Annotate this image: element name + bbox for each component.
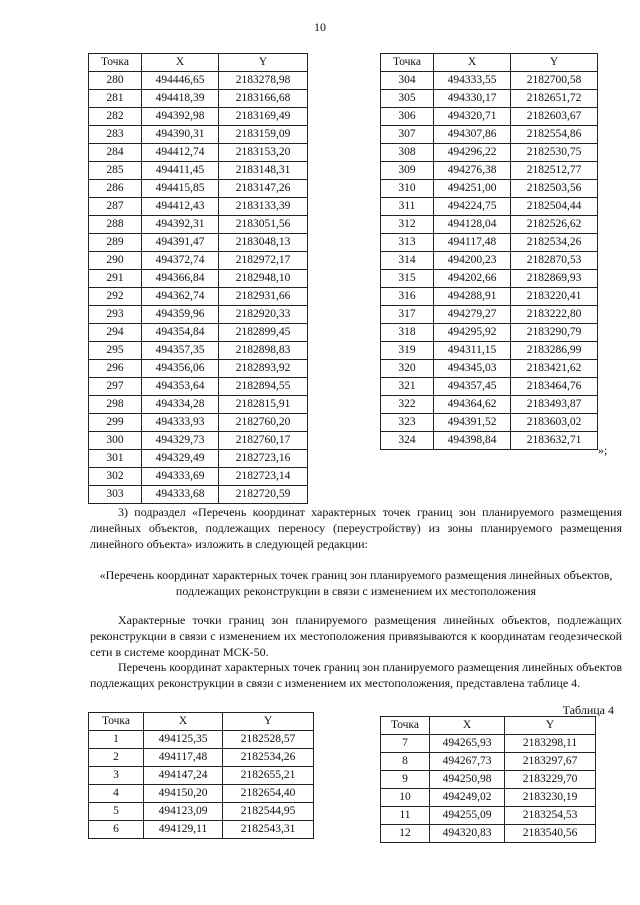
cell-point: 320	[381, 360, 434, 378]
cell-point: 317	[381, 306, 434, 324]
cell-x: 494320,71	[434, 108, 511, 126]
cell-y: 2183166,68	[219, 90, 308, 108]
cell-x: 494354,84	[142, 324, 219, 342]
cell-point: 312	[381, 216, 434, 234]
cell-point: 10	[381, 789, 430, 807]
header-point: Точка	[381, 717, 430, 735]
table-row	[381, 414, 598, 432]
cell-y: 2182723,16	[219, 450, 308, 468]
cell-point: 292	[89, 288, 142, 306]
table-row	[89, 306, 308, 324]
cell-x: 494372,74	[142, 252, 219, 270]
cell-point: 5	[89, 803, 144, 821]
cell-x: 494357,35	[142, 342, 219, 360]
table-row	[381, 753, 596, 771]
cell-y: 2183153,20	[219, 144, 308, 162]
cell-y: 2183297,67	[505, 753, 596, 771]
table-row	[89, 749, 314, 767]
cell-y: 2182554,86	[511, 126, 598, 144]
cell-y: 2183278,98	[219, 72, 308, 90]
cell-x: 494202,66	[434, 270, 511, 288]
cell-x: 494411,45	[142, 162, 219, 180]
cell-point: 11	[381, 807, 430, 825]
cell-x: 494255,09	[430, 807, 505, 825]
cell-point: 302	[89, 468, 142, 486]
cell-y: 2183169,49	[219, 108, 308, 126]
cell-y: 2183286,99	[511, 342, 598, 360]
cell-y: 2182526,62	[511, 216, 598, 234]
paragraph-subsection-3: 3) подраздел «Перечень координат характерных точек границ зон планируемого размещения линейных объектов, подлежащих переносу (переустройству) из зоны планируемого размещения линейного объекта» изложить в следующей редакции:	[90, 505, 622, 551]
cell-x: 494446,65	[142, 72, 219, 90]
cell-point: 315	[381, 270, 434, 288]
coordinates-table-7-12	[380, 716, 596, 843]
cell-point: 298	[89, 396, 142, 414]
table-row	[381, 771, 596, 789]
table-caption: Таблица 4	[562, 703, 614, 717]
cell-x: 494296,22	[434, 144, 511, 162]
cell-y: 2182534,26	[511, 234, 598, 252]
cell-y: 2182760,17	[219, 432, 308, 450]
table-row	[381, 180, 598, 198]
cell-y: 2183540,56	[505, 825, 596, 843]
cell-x: 494398,84	[434, 432, 511, 450]
cell-y: 2183632,71	[511, 432, 598, 450]
cell-y: 2182512,77	[511, 162, 598, 180]
cell-x: 494125,35	[144, 731, 223, 749]
cell-y: 2183298,11	[505, 735, 596, 753]
cell-x: 494320,83	[430, 825, 505, 843]
cell-x: 494147,24	[144, 767, 223, 785]
cell-y: 2182893,92	[219, 360, 308, 378]
table-row	[89, 288, 308, 306]
cell-y: 2182894,55	[219, 378, 308, 396]
cell-y: 2182869,93	[511, 270, 598, 288]
cell-point: 297	[89, 378, 142, 396]
header-x: X	[430, 717, 505, 735]
table-row	[381, 360, 598, 378]
cell-y: 2183229,70	[505, 771, 596, 789]
cell-point: 283	[89, 126, 142, 144]
table-row	[89, 216, 308, 234]
cell-point: 303	[89, 486, 142, 504]
table-row	[381, 144, 598, 162]
cell-y: 2182528,57	[223, 731, 314, 749]
cell-x: 494391,47	[142, 234, 219, 252]
table-row	[89, 324, 308, 342]
cell-x: 494128,04	[434, 216, 511, 234]
cell-point: 284	[89, 144, 142, 162]
cell-y: 2182503,56	[511, 180, 598, 198]
cell-point: 318	[381, 324, 434, 342]
table-row	[89, 144, 308, 162]
cell-point: 285	[89, 162, 142, 180]
table-row	[89, 432, 308, 450]
cell-y: 2182603,67	[511, 108, 598, 126]
cell-point: 1	[89, 731, 144, 749]
cell-y: 2183603,02	[511, 414, 598, 432]
table-row	[89, 450, 308, 468]
cell-point: 313	[381, 234, 434, 252]
coordinates-table-1-6	[88, 712, 314, 839]
cell-point: 9	[381, 771, 430, 789]
cell-y: 2183464,76	[511, 378, 598, 396]
table-row	[381, 270, 598, 288]
table-row	[89, 252, 308, 270]
cell-point: 282	[89, 108, 142, 126]
table-row	[89, 785, 314, 803]
cell-point: 8	[381, 753, 430, 771]
cell-x: 494224,75	[434, 198, 511, 216]
table-row	[381, 108, 598, 126]
cell-point: 281	[89, 90, 142, 108]
cell-x: 494251,00	[434, 180, 511, 198]
cell-y: 2182655,21	[223, 767, 314, 785]
cell-x: 494359,96	[142, 306, 219, 324]
cell-x: 494392,31	[142, 216, 219, 234]
cell-point: 287	[89, 198, 142, 216]
cell-x: 494412,43	[142, 198, 219, 216]
cell-x: 494391,52	[434, 414, 511, 432]
table-header-row	[381, 54, 598, 72]
cell-x: 494356,06	[142, 360, 219, 378]
cell-point: 295	[89, 342, 142, 360]
coordinates-table-304-324	[380, 53, 598, 450]
cell-point: 314	[381, 252, 434, 270]
cell-point: 288	[89, 216, 142, 234]
table-row	[381, 378, 598, 396]
cell-point: 307	[381, 126, 434, 144]
cell-y: 2182654,40	[223, 785, 314, 803]
cell-y: 2182504,44	[511, 198, 598, 216]
table-row	[89, 126, 308, 144]
cell-x: 494362,74	[142, 288, 219, 306]
cell-point: 296	[89, 360, 142, 378]
cell-x: 494412,74	[142, 144, 219, 162]
table-row	[381, 198, 598, 216]
cell-point: 294	[89, 324, 142, 342]
table-row	[89, 767, 314, 785]
cell-x: 494329,49	[142, 450, 219, 468]
header-point: Точка	[89, 713, 144, 731]
table-row	[381, 735, 596, 753]
cell-x: 494249,02	[430, 789, 505, 807]
cell-y: 2182651,72	[511, 90, 598, 108]
table-row	[89, 162, 308, 180]
cell-x: 494329,73	[142, 432, 219, 450]
cell-x: 494345,03	[434, 360, 511, 378]
table-row	[381, 234, 598, 252]
table-row	[89, 803, 314, 821]
table-row	[89, 198, 308, 216]
cell-x: 494366,84	[142, 270, 219, 288]
cell-y: 2182815,91	[219, 396, 308, 414]
cell-point: 324	[381, 432, 434, 450]
cell-point: 311	[381, 198, 434, 216]
cell-y: 2182534,26	[223, 749, 314, 767]
header-x: X	[144, 713, 223, 731]
table-row	[89, 234, 308, 252]
cell-x: 494333,93	[142, 414, 219, 432]
cell-point: 7	[381, 735, 430, 753]
table-row	[381, 162, 598, 180]
cell-point: 310	[381, 180, 434, 198]
cell-point: 300	[89, 432, 142, 450]
cell-x: 494333,55	[434, 72, 511, 90]
table-row	[89, 821, 314, 839]
cell-y: 2182870,53	[511, 252, 598, 270]
table-row	[381, 216, 598, 234]
table-row	[89, 342, 308, 360]
cell-y: 2182760,20	[219, 414, 308, 432]
cell-y: 2183147,26	[219, 180, 308, 198]
cell-x: 494267,73	[430, 753, 505, 771]
cell-point: 290	[89, 252, 142, 270]
header-x: X	[142, 54, 219, 72]
cell-x: 494334,28	[142, 396, 219, 414]
cell-y: 2183159,09	[219, 126, 308, 144]
cell-point: 3	[89, 767, 144, 785]
cell-y: 2183290,79	[511, 324, 598, 342]
cell-y: 2182931,66	[219, 288, 308, 306]
cell-point: 12	[381, 825, 430, 843]
cell-y: 2182972,17	[219, 252, 308, 270]
page-number: 10	[314, 20, 326, 34]
cell-point: 299	[89, 414, 142, 432]
cell-y: 2182723,14	[219, 468, 308, 486]
cell-y: 2183230,19	[505, 789, 596, 807]
cell-y: 2182530,75	[511, 144, 598, 162]
cell-y: 2182898,83	[219, 342, 308, 360]
cell-y: 2183493,87	[511, 396, 598, 414]
table-row	[381, 288, 598, 306]
table-row	[89, 396, 308, 414]
cell-point: 304	[381, 72, 434, 90]
table-row	[89, 72, 308, 90]
cell-y: 2182948,10	[219, 270, 308, 288]
cell-point: 305	[381, 90, 434, 108]
header-x: X	[434, 54, 511, 72]
header-y: Y	[511, 54, 598, 72]
cell-y: 2182720,59	[219, 486, 308, 504]
header-point: Точка	[381, 54, 434, 72]
section-title: «Перечень координат характерных точек границ зон планируемого размещения линейных объектов, подлежащих реконструкции в связи с изменением их местоположения	[99, 568, 613, 598]
cell-y: 2182544,95	[223, 803, 314, 821]
cell-y: 2183133,39	[219, 198, 308, 216]
cell-y: 2183220,41	[511, 288, 598, 306]
cell-point: 2	[89, 749, 144, 767]
cell-x: 494123,09	[144, 803, 223, 821]
header-y: Y	[219, 54, 308, 72]
table-row	[381, 72, 598, 90]
cell-y: 2183148,31	[219, 162, 308, 180]
cell-point: 316	[381, 288, 434, 306]
cell-y: 2183222,80	[511, 306, 598, 324]
cell-point: 308	[381, 144, 434, 162]
cell-x: 494150,20	[144, 785, 223, 803]
cell-point: 322	[381, 396, 434, 414]
table-row	[89, 468, 308, 486]
table-row	[89, 90, 308, 108]
cell-x: 494295,92	[434, 324, 511, 342]
table-row	[381, 807, 596, 825]
cell-x: 494117,48	[144, 749, 223, 767]
table-row	[381, 324, 598, 342]
list-closing-mark: »;	[598, 443, 608, 457]
cell-point: 323	[381, 414, 434, 432]
table-row	[89, 414, 308, 432]
table-header-row	[381, 717, 596, 735]
cell-point: 309	[381, 162, 434, 180]
table-row	[381, 252, 598, 270]
table-row	[381, 342, 598, 360]
cell-x: 494333,69	[142, 468, 219, 486]
cell-y: 2183048,13	[219, 234, 308, 252]
table-row	[381, 90, 598, 108]
cell-x: 494357,45	[434, 378, 511, 396]
paragraph-coordinates-list: Перечень координат характерных точек границ зон планируемого размещения линейных объектов подлежащих реконструкции в связи с изменением их местоположения, представлена таблице 4.	[90, 660, 622, 690]
cell-y: 2182899,45	[219, 324, 308, 342]
coordinates-table-280-303	[88, 53, 308, 504]
paragraph-characteristic-points: Характерные точки границ зон планируемого размещения линейных объектов, подлежащих реконструкции в связи с изменением их местоположения привязываются к координатам геодезической сети в системе координат МСК-50.	[90, 613, 622, 659]
table-row	[89, 108, 308, 126]
table-row	[89, 378, 308, 396]
table-row	[381, 825, 596, 843]
cell-point: 286	[89, 180, 142, 198]
table-row	[381, 432, 598, 450]
cell-x: 494353,64	[142, 378, 219, 396]
table-row	[89, 360, 308, 378]
table-row	[381, 789, 596, 807]
table-header-row	[89, 713, 314, 731]
cell-point: 301	[89, 450, 142, 468]
header-y: Y	[223, 713, 314, 731]
cell-x: 494392,98	[142, 108, 219, 126]
table-row	[381, 396, 598, 414]
cell-x: 494311,15	[434, 342, 511, 360]
table-row	[89, 180, 308, 198]
cell-point: 4	[89, 785, 144, 803]
table-row	[89, 486, 308, 504]
table-header-row	[89, 54, 308, 72]
header-point: Точка	[89, 54, 142, 72]
table-row	[89, 731, 314, 749]
table-row	[381, 306, 598, 324]
cell-x: 494279,27	[434, 306, 511, 324]
cell-point: 319	[381, 342, 434, 360]
cell-x: 494129,11	[144, 821, 223, 839]
cell-x: 494265,93	[430, 735, 505, 753]
header-y: Y	[505, 717, 596, 735]
cell-x: 494333,68	[142, 486, 219, 504]
cell-x: 494288,91	[434, 288, 511, 306]
cell-point: 306	[381, 108, 434, 126]
cell-y: 2182700,58	[511, 72, 598, 90]
cell-x: 494307,86	[434, 126, 511, 144]
cell-y: 2182920,33	[219, 306, 308, 324]
cell-x: 494200,23	[434, 252, 511, 270]
table-row	[89, 270, 308, 288]
cell-point: 289	[89, 234, 142, 252]
cell-x: 494330,17	[434, 90, 511, 108]
cell-x: 494364,62	[434, 396, 511, 414]
cell-y: 2183254,53	[505, 807, 596, 825]
cell-x: 494117,48	[434, 234, 511, 252]
cell-y: 2183051,56	[219, 216, 308, 234]
cell-point: 291	[89, 270, 142, 288]
cell-x: 494418,39	[142, 90, 219, 108]
cell-point: 321	[381, 378, 434, 396]
cell-x: 494276,38	[434, 162, 511, 180]
cell-x: 494250,98	[430, 771, 505, 789]
cell-point: 293	[89, 306, 142, 324]
cell-point: 6	[89, 821, 144, 839]
cell-y: 2183421,62	[511, 360, 598, 378]
cell-x: 494390,31	[142, 126, 219, 144]
table-row	[381, 126, 598, 144]
cell-point: 280	[89, 72, 142, 90]
cell-x: 494415,85	[142, 180, 219, 198]
cell-y: 2182543,31	[223, 821, 314, 839]
